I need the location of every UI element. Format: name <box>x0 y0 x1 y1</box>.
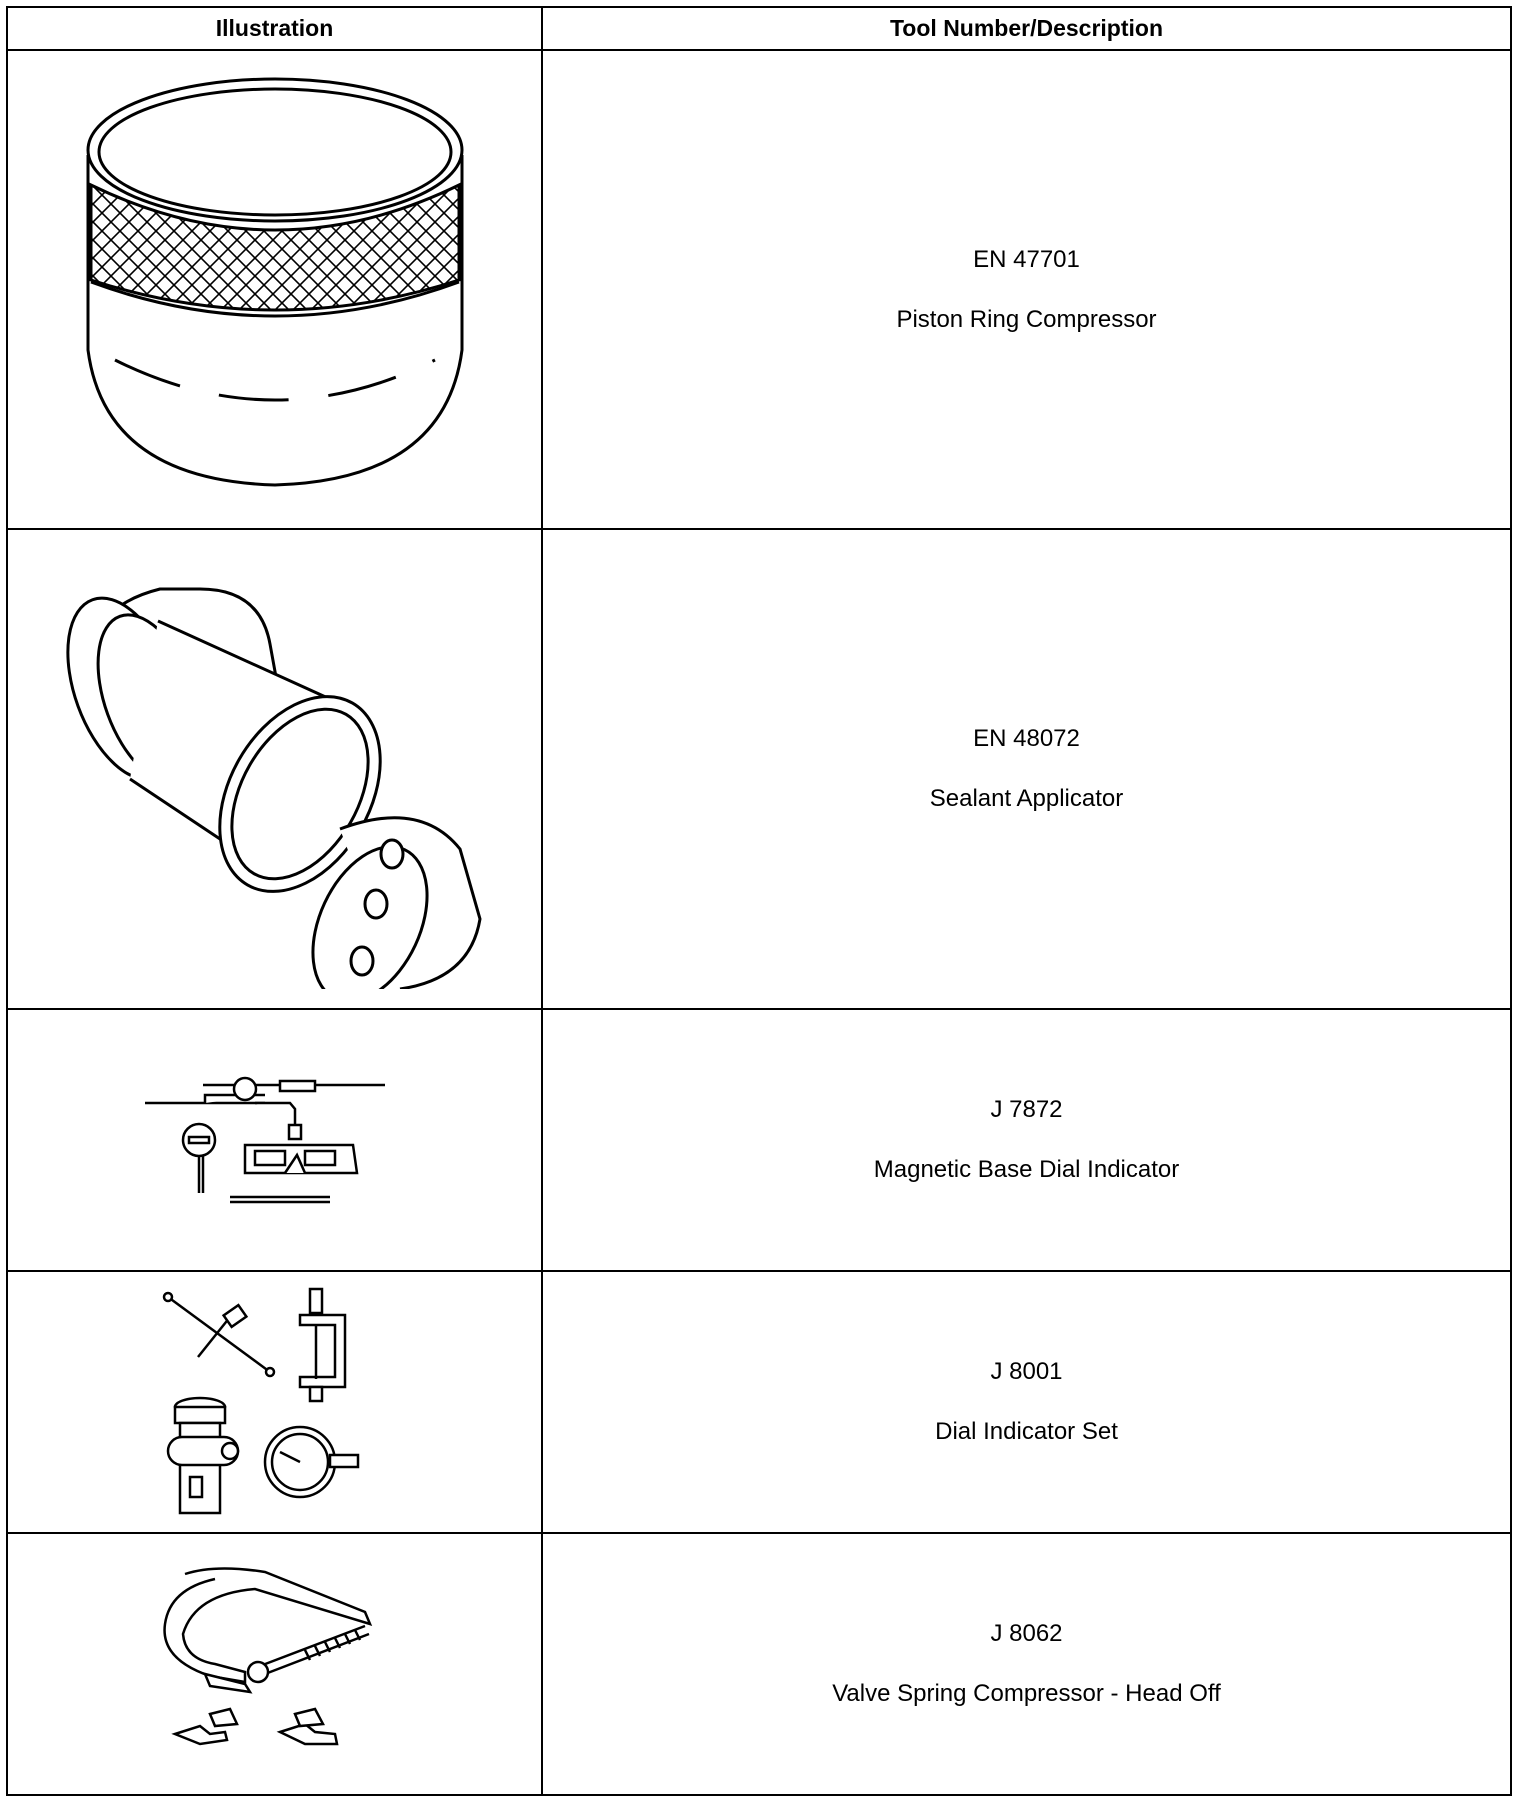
valve-spring-compressor-icon <box>155 1564 395 1764</box>
dial-indicator-set-icon <box>160 1287 390 1517</box>
tool-description-cell <box>542 1271 1511 1533</box>
tool-description: Magnetic Base Dial Indicator <box>873 1156 1180 1183</box>
illustration-cell <box>7 1009 542 1271</box>
table-row <box>7 1533 1511 1795</box>
magnetic-base-dial-indicator-icon <box>145 1065 405 1215</box>
illustration-cell <box>7 1271 542 1533</box>
tool-number: J 8001 <box>990 1358 1063 1385</box>
table-row <box>7 529 1511 1009</box>
tool-description: Valve Spring Compressor - Head Off <box>832 1680 1221 1707</box>
tool-description-cell <box>542 50 1511 529</box>
tool-description-cell <box>542 1009 1511 1271</box>
sealant-applicator-icon <box>40 549 510 989</box>
table-row <box>7 50 1511 529</box>
tool-description-cell <box>542 529 1511 1009</box>
piston-ring-compressor-icon <box>75 60 475 520</box>
tool-number: EN 47701 <box>973 245 1080 273</box>
tool-description: Dial Indicator Set <box>935 1418 1118 1445</box>
illustration-cell <box>7 529 542 1009</box>
tool-number: J 8062 <box>990 1620 1063 1647</box>
table-row <box>7 1009 1511 1271</box>
tool-description: Sealant Applicator <box>929 785 1124 812</box>
illustration-cell <box>7 50 542 529</box>
table-row <box>7 1271 1511 1533</box>
special-tools-table <box>6 6 1512 1796</box>
tool-number: J 7872 <box>990 1096 1063 1123</box>
tool-description: Piston Ring Compressor <box>896 305 1157 333</box>
illustration-cell <box>7 1533 542 1795</box>
header-illustration: Illustration <box>7 7 542 50</box>
tool-number: EN 48072 <box>973 725 1080 752</box>
header-tool-number-description: Tool Number/Description <box>542 7 1511 50</box>
tool-description-cell <box>542 1533 1511 1795</box>
header-row <box>7 7 1511 50</box>
